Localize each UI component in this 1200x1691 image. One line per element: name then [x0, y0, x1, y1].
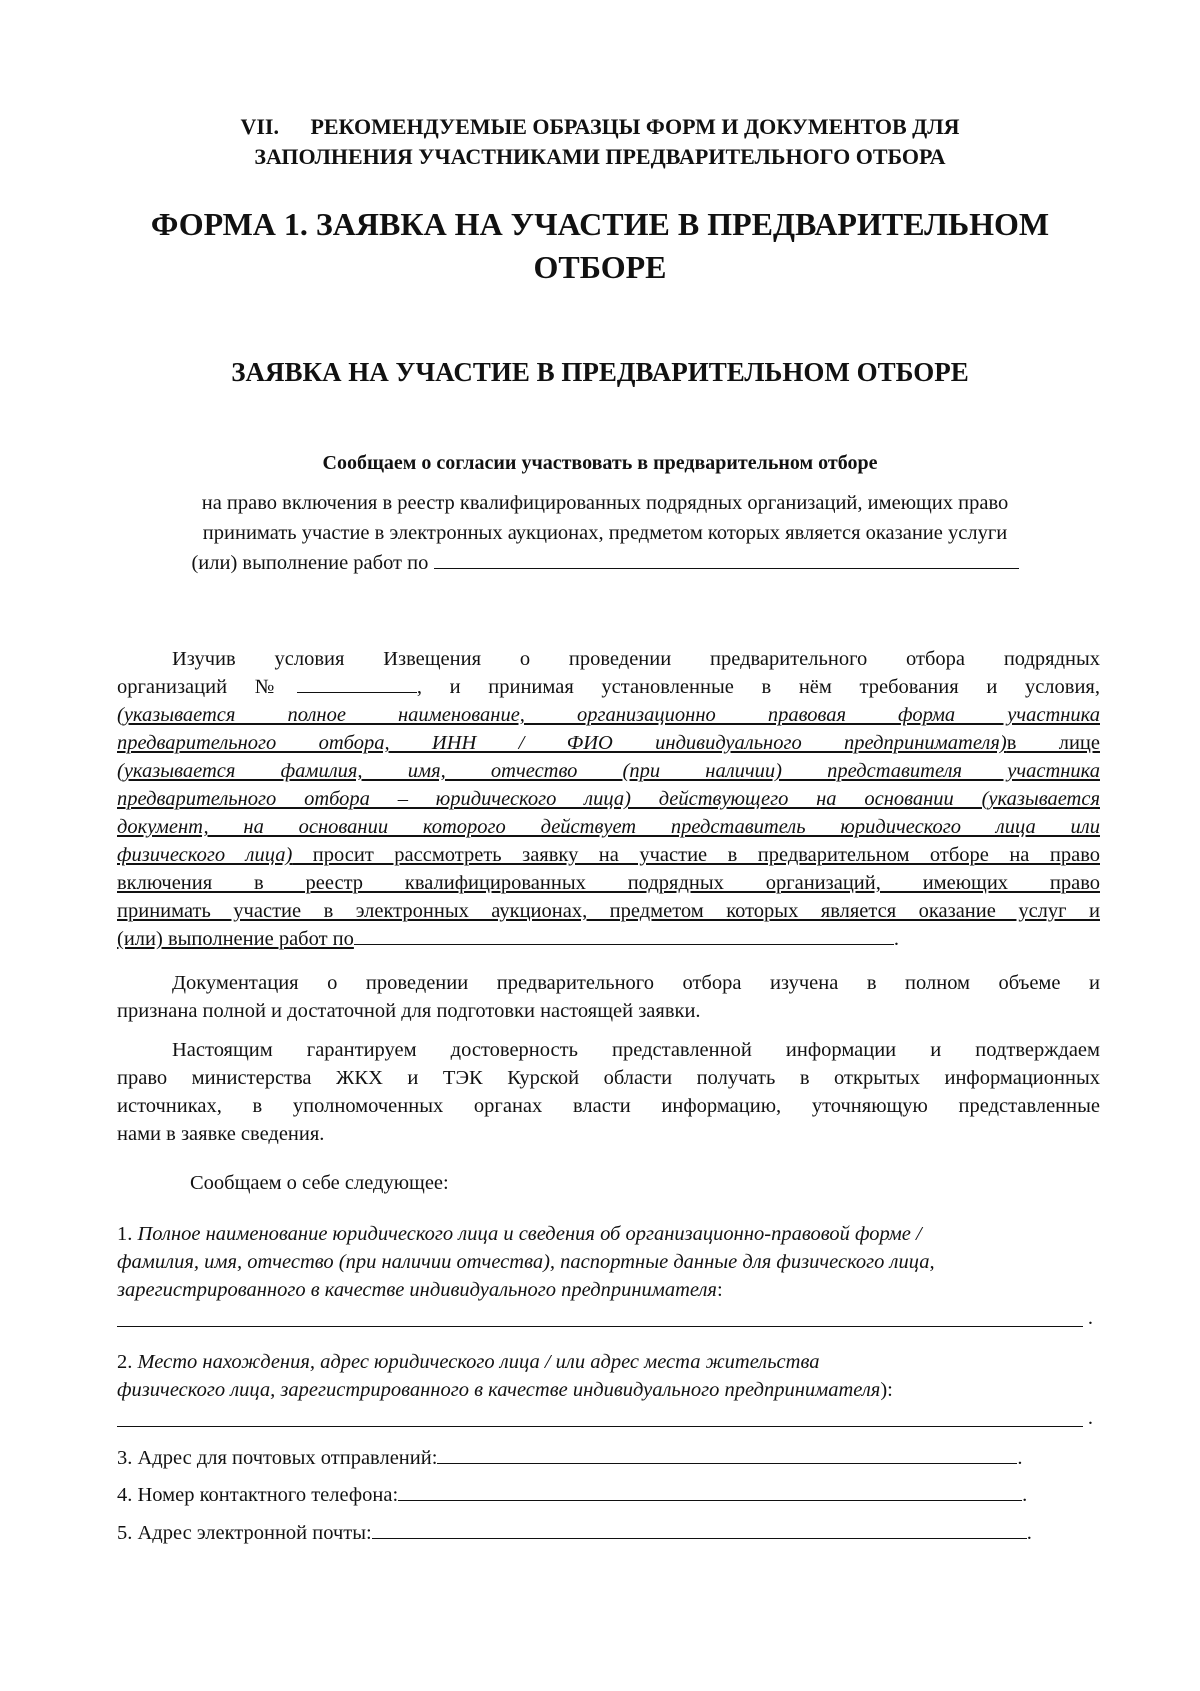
section-header-line2: ЗАПОЛНЕНИЯ УЧАСТНИКАМИ ПРЕДВАРИТЕЛЬНОГО ОТБОРА — [254, 144, 946, 169]
item-1 — [117, 1220, 1100, 1327]
docs-line2: признана полной и достаточной для подготовки настоящей заявки. — [117, 1000, 701, 1022]
item-3 — [117, 1443, 1100, 1472]
study-line2b: , и принимая установленные в нём требования и условия, — [416, 676, 1100, 698]
study-line7: документ, на основании которого действует представитель юридического лица или — [117, 816, 1100, 838]
docs-line1: Документация о проведении предварительного отбора изучена в полном объеме и — [172, 972, 1100, 994]
guarantee-line4: нами в заявке сведения. — [117, 1123, 325, 1145]
about-intro: Сообщаем о себе следующее: — [190, 1172, 449, 1194]
item-1-line2: фамилия, имя, отчество (при наличии отчества), паспортные данные для физического лица, — [117, 1251, 935, 1273]
item-5 — [117, 1518, 1100, 1547]
study-line4b: в лице — [1006, 732, 1100, 754]
study-line4a: предварительного отбора, ИНН / ФИО индивидуального предпринимателя) — [117, 732, 1007, 754]
item-2-colon: ): — [880, 1379, 893, 1401]
item-3-label: 3. Адрес для почтовых отправлений: — [117, 1447, 438, 1469]
form-title-line1: ФОРМА 1. ЗАЯВКА НА УЧАСТИЕ В ПРЕДВАРИТЕЛЬНОМ — [150, 206, 1050, 242]
consent-heading: Сообщаем о согласии участвовать в предварительном отборе — [322, 452, 878, 474]
item-3-dot: . — [1017, 1447, 1023, 1469]
item-1-dot: . — [1087, 1307, 1093, 1329]
section-number: VII. — [240, 114, 279, 139]
item-4-dot: . — [1022, 1484, 1028, 1506]
study-line11-end: . — [893, 928, 900, 950]
item-2-number: 2. — [117, 1351, 133, 1373]
item-2-line1: Место нахождения, адрес юридического лица / или адрес места жительства — [137, 1351, 820, 1373]
work-subject-field[interactable] — [434, 549, 1019, 569]
study-line3: (указывается полное наименование, организационно правовая форма участника — [117, 704, 1100, 726]
item-4-label: 4. Номер контактного телефона: — [117, 1484, 399, 1506]
item-1-line3: зарегистрированного в качестве индивидуального предпринимателя — [117, 1279, 717, 1301]
study-line11: (или) выполнение работ по — [117, 928, 354, 950]
study-line10: принимать участие в электронных аукционах, предметом которых является оказание услуг и — [117, 900, 1100, 922]
application-title: ЗАЯВКА НА УЧАСТИЕ В ПРЕДВАРИТЕЛЬНОМ ОТБОРЕ — [231, 357, 969, 387]
guarantee-line2: право министерства ЖКХ и ТЭК Курской области получать в открытых информационных — [117, 1067, 1100, 1089]
form-title — [120, 203, 1080, 289]
item-2-line2: физического лица, зарегистрированного в качестве индивидуального предпринимателя — [117, 1379, 881, 1401]
study-line1: Изучив условия Извещения о проведении предварительного отбора подрядных — [172, 648, 1100, 670]
item-4 — [117, 1480, 1100, 1509]
guarantee-paragraph — [117, 1036, 1100, 1148]
item-2-field[interactable] — [117, 1404, 1093, 1429]
item-5-label: 5. Адрес электронной почты: — [117, 1522, 372, 1544]
guarantee-line1: Настоящим гарантируем достоверность представленной информации и подтверждаем — [172, 1039, 1100, 1061]
intro-line1: на право включения в реестр квалифицированных подрядных организаций, имеющих право — [201, 492, 1009, 514]
item-2-dot: . — [1087, 1407, 1093, 1429]
study-line8a: физического лица) — [117, 844, 293, 866]
study-line5: (указывается фамилия, имя, отчество (при наличии) представителя участника — [117, 760, 1100, 782]
postal-address-field[interactable] — [437, 1443, 1017, 1464]
guarantee-line3: источниках, в уполномоченных органах власти информацию, уточняющую представленные — [117, 1095, 1100, 1117]
study-paragraph — [117, 645, 1100, 953]
study-line2a: организаций № — [117, 676, 297, 698]
study-line9: включения в реестр квалифицированных подрядных организаций, имеющих право — [117, 872, 1100, 894]
item-5-dot: . — [1026, 1522, 1032, 1544]
intro-line2: принимать участие в электронных аукционах, предметом которых является оказание услуги — [202, 522, 1008, 544]
phone-field[interactable] — [398, 1480, 1022, 1501]
docs-paragraph — [117, 969, 1100, 1025]
item-1-number: 1. — [117, 1223, 133, 1245]
form-title-line2: ОТБОРЕ — [533, 249, 667, 285]
item-1-line1: Полное наименование юридического лица и сведения об организационно-правовой форме / — [137, 1223, 922, 1245]
section-header — [150, 112, 1050, 172]
study-line6: предварительного отбора – юридического лица) действующего на основании (указывается — [117, 788, 1100, 810]
intro-line3: (или) выполнение работ по — [191, 552, 429, 574]
item-2 — [117, 1348, 1100, 1427]
study-line8b: просит рассмотреть заявку на участие в предварительном отборе на право — [292, 844, 1100, 866]
notice-number-field[interactable] — [297, 673, 417, 693]
item-1-colon: : — [716, 1279, 723, 1301]
section-header-line1: РЕКОМЕНДУЕМЫЕ ОБРАЗЦЫ ФОРМ И ДОКУМЕНТОВ ДЛЯ — [310, 114, 960, 139]
work-subject-field-2[interactable] — [354, 925, 894, 945]
intro-paragraph — [110, 488, 1100, 578]
email-field[interactable] — [372, 1518, 1027, 1539]
item-1-field[interactable] — [117, 1304, 1093, 1329]
